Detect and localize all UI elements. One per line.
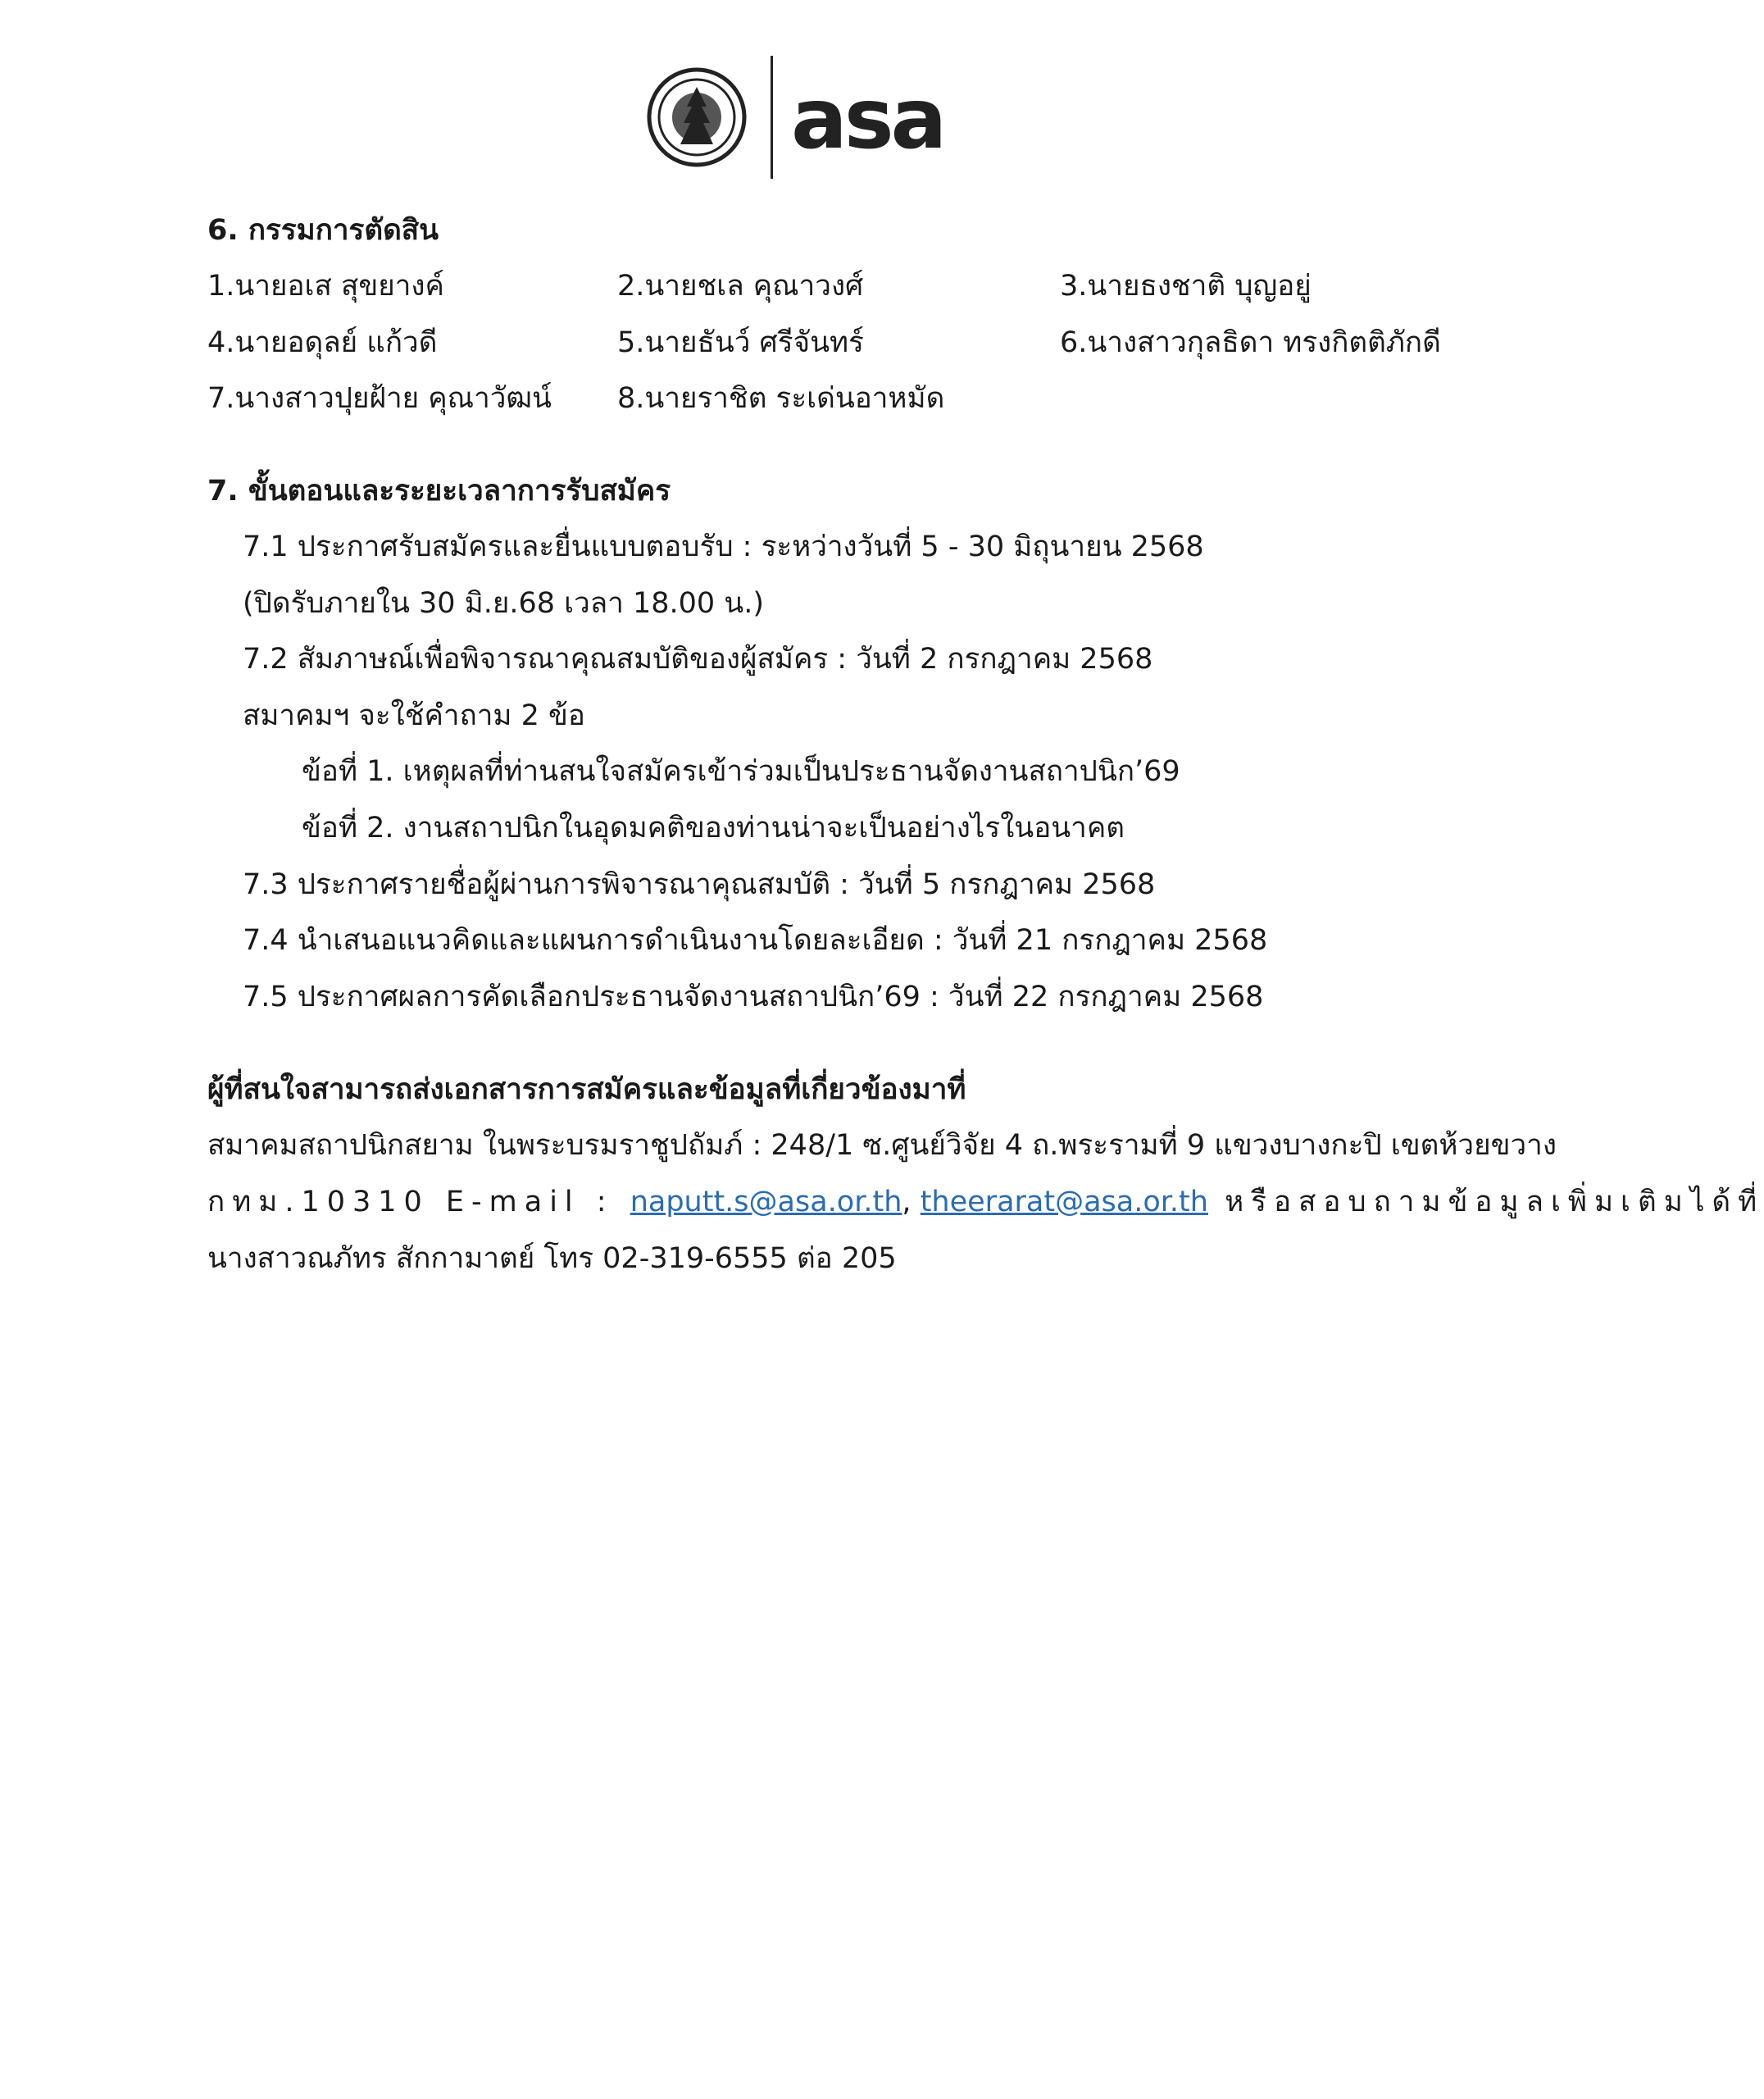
section6-heading: 6. กรรมการตัดสิน (207, 214, 439, 247)
contact-heading: ผู้ที่สนใจสามารถส่งเอกสารการสมัครและข้อมูลที่เกี่ยวข้องมาที่ (207, 1073, 966, 1106)
section7-heading: 7. ขั้นตอนและระยะเวลาการรับสมัคร (207, 475, 671, 508)
judge-2: 2.นายชเล คุณาวงศ์ (617, 270, 864, 303)
email-link-naputt[interactable]: naputt.s@asa.or.th (630, 1186, 902, 1218)
judge-4: 4.นายอดุลย์ แก้วดี (207, 326, 438, 359)
asa-logo (648, 56, 975, 187)
contact-address: สมาคมสถาปนิกสยาม ในพระบรมราชูปถัมภ์ : 248/1 ซ.ศูนย์วิจัย 4 ถ.พระรามที่ 9 แขวงบางกะปิ เขตห้วยขวาง (207, 1129, 1557, 1162)
judge-5: 5.นายธันว์ ศรีจันทร์ (617, 326, 864, 359)
step-7-4: 7.4 นำเสนอแนวคิดและแผนการดำเนินงานโดยละเอียด : วันที่ 21 กรกฎาคม 2568 (243, 924, 1268, 957)
asa-wordmark: asa (791, 71, 944, 168)
step-7-2-note: สมาคมฯ จะใช้คำถาม 2 ข้อ (243, 699, 585, 732)
question-2: ข้อที่ 2. งานสถาปนิกในอุดมคติของท่านน่าจะเป็นอย่างไรในอนาคต (302, 812, 1125, 845)
step-7-2: 7.2 สัมภาษณ์เพื่อพิจารณาคุณสมบัติของผู้สมัคร : วันที่ 2 กรกฎาคม 2568 (243, 643, 1153, 676)
email-separator: , (902, 1186, 912, 1218)
judge-1: 1.นายอเส สุขยางค์ (207, 270, 444, 303)
question-1: ข้อที่ 1. เหตุผลที่ท่านสนใจสมัครเข้าร่วมเป็นประธานจัดงานสถาปนิก’69 (302, 755, 1180, 788)
contact-suffix: หรือสอบถามข้อมูลเพิ่มเติมได้ที่ (1207, 1186, 1764, 1218)
judge-3: 3.นายธงชาติ บุญอยู่ (1060, 270, 1312, 303)
contact-phone: นางสาวณภัทร สักกามาตย์ โทร 02-319-6555 ต่อ 205 (207, 1242, 897, 1275)
email-link-theerarat[interactable]: theerarat@asa.or.th (920, 1186, 1208, 1218)
judge-8: 8.นายราชิต ระเด่นอาหมัด (617, 382, 945, 415)
step-7-1: 7.1 ประกาศรับสมัครและยื่นแบบตอบรับ : ระหว่างวันที่ 5 - 30 มิถุนายน 2568 (243, 530, 1204, 563)
judge-7: 7.นางสาวปุยฝ้าย คุณาวัฒน์ (207, 382, 552, 415)
contact-email-line (207, 1183, 1764, 1221)
contact-prefix: กทม.10310 E-mail : (207, 1186, 630, 1218)
asa-seal-icon (648, 56, 975, 187)
judge-6: 6.นางสาวกุลธิดา ทรงกิตติภักดี (1060, 326, 1441, 359)
step-7-1-note: (ปิดรับภายใน 30 มิ.ย.68 เวลา 18.00 น.) (243, 587, 765, 620)
step-7-3: 7.3 ประกาศรายชื่อผู้ผ่านการพิจารณาคุณสมบัติ : วันที่ 5 กรกฎาคม 2568 (243, 868, 1156, 901)
step-7-5: 7.5 ประกาศผลการคัดเลือกประธานจัดงานสถาปนิก’69 : วันที่ 22 กรกฎาคม 2568 (243, 981, 1264, 1013)
